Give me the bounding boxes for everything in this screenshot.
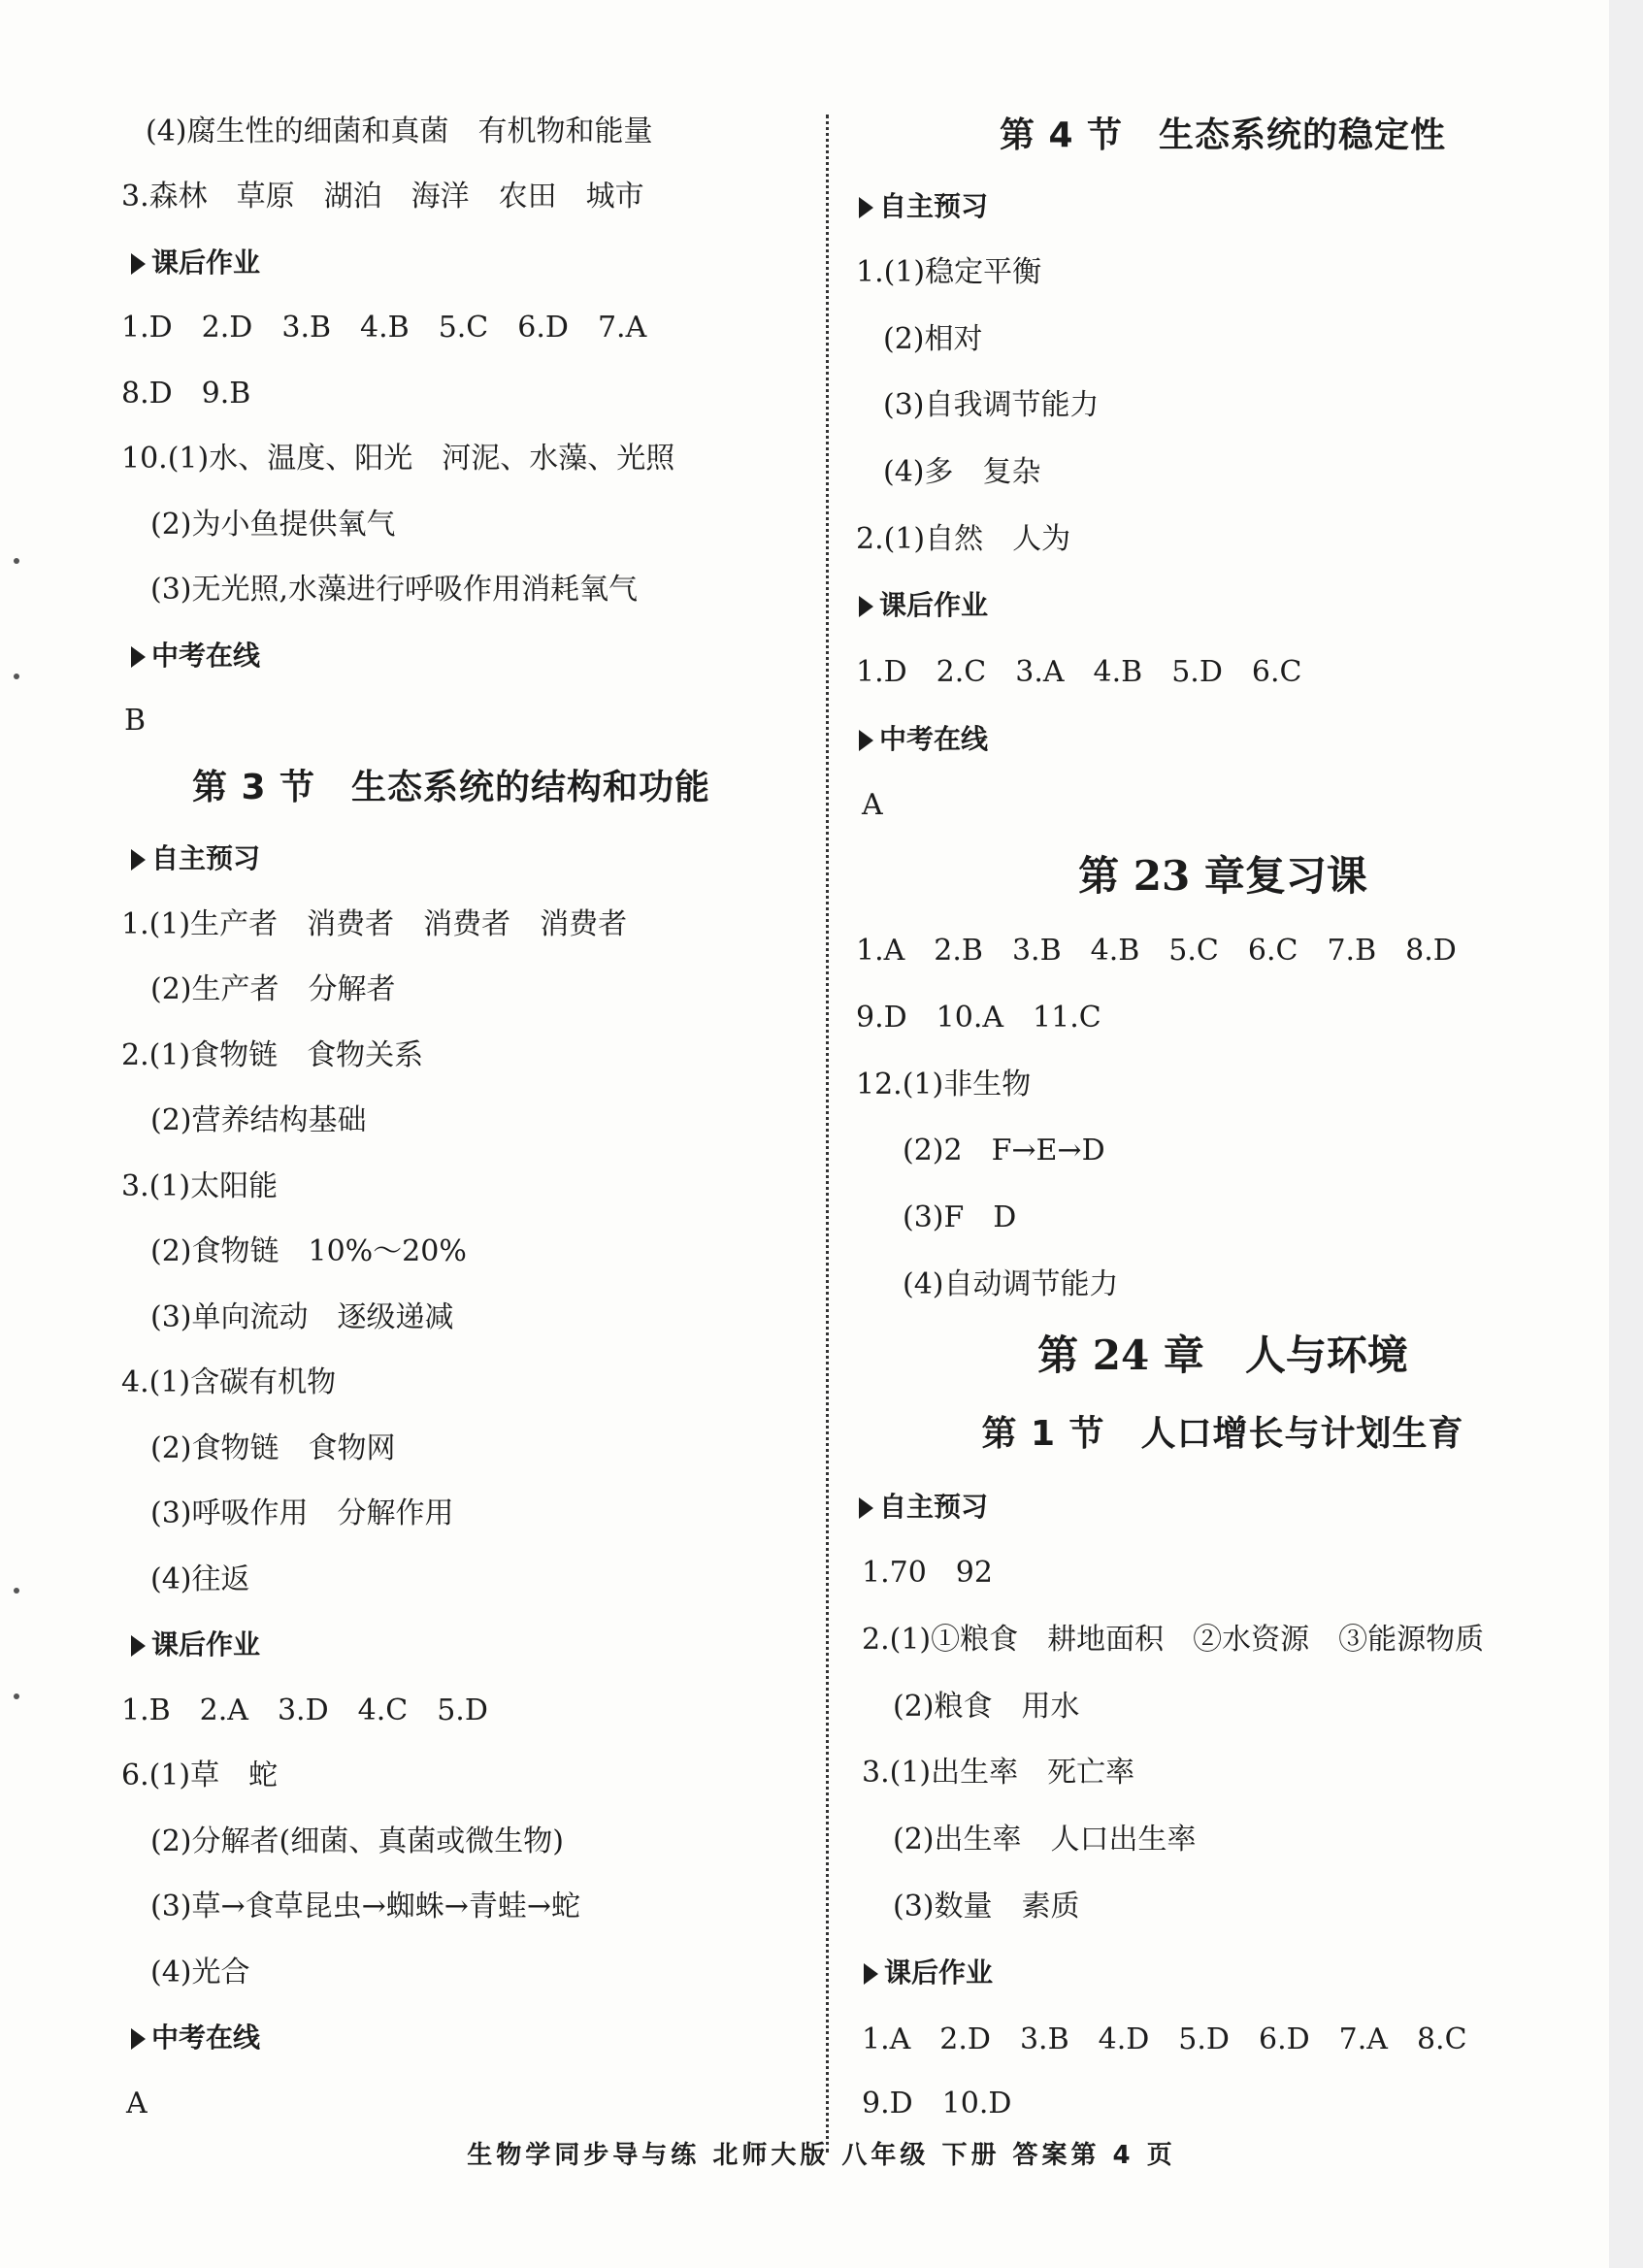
answer-line: 10.(1)水、温度、阳光 河泥、水藻、光照 xyxy=(121,442,675,476)
section-label: 自主预习 xyxy=(131,841,260,876)
triangle-icon xyxy=(131,2028,146,2050)
answer-line: (2)为小鱼提供氧气 xyxy=(150,508,396,542)
margin-mark xyxy=(14,558,19,564)
section-heading: 第 1 节 人口增长与计划生育 xyxy=(981,1414,1464,1454)
triangle-icon xyxy=(131,849,146,871)
answer-line: (2)生产者 分解者 xyxy=(150,972,396,1006)
answer-line: 3.森林 草原 湖泊 海洋 农田 城市 xyxy=(121,180,644,214)
section-label: 课后作业 xyxy=(859,588,988,623)
section-label: 中考在线 xyxy=(131,2021,260,2055)
answer-line: 1.(1)生产者 消费者 消费者 消费者 xyxy=(121,907,628,941)
answer-line: A xyxy=(126,2087,148,2120)
triangle-icon xyxy=(859,197,873,218)
page-edge-shade xyxy=(1609,0,1643,2268)
section-label: 自主预习 xyxy=(859,1490,988,1525)
answer-line: (4)自动调节能力 xyxy=(903,1267,1119,1301)
column-divider xyxy=(826,115,829,2153)
answer-line: (2)相对 xyxy=(883,322,983,356)
page-footer: 生物学同步导与练 北师大版 八年级 下册 答案第 4 页 xyxy=(467,2141,1176,2170)
answer-line: 3.(1)出生率 死亡率 xyxy=(862,1756,1135,1790)
answer-line: (3)草→食草昆虫→蜘蛛→青蛙→蛇 xyxy=(150,1890,581,1923)
triangle-icon xyxy=(131,646,146,668)
answer-line: 9.D 10.D xyxy=(862,2087,1012,2120)
answer-line: (4)光合 xyxy=(150,1956,250,1989)
answer-line: 3.(1)太阳能 xyxy=(121,1169,279,1203)
section-label: 课后作业 xyxy=(864,1956,993,1990)
answer-line: A xyxy=(862,788,883,822)
answer-line: 1.A 2.D 3.B 4.D 5.D 6.D 7.A 8.C xyxy=(862,2022,1467,2056)
answer-line: (3)单向流动 逐级递减 xyxy=(150,1300,454,1334)
chapter-heading: 第 23 章复习课 xyxy=(1078,852,1367,900)
answer-line: (2)食物链 食物网 xyxy=(150,1431,396,1465)
answer-line: 4.(1)含碳有机物 xyxy=(121,1365,337,1399)
answer-line: (2)分解者(细菌、真菌或微生物) xyxy=(150,1824,564,1858)
answer-line: (2)营养结构基础 xyxy=(150,1103,367,1137)
answer-line: 6.(1)草 蛇 xyxy=(121,1759,279,1792)
answer-line: 9.D 10.A 11.C xyxy=(856,1001,1101,1035)
section-label: 中考在线 xyxy=(859,722,988,757)
section-label: 自主预习 xyxy=(859,189,988,224)
answer-line: 2.(1)食物链 食物关系 xyxy=(121,1038,424,1072)
triangle-icon xyxy=(131,253,146,275)
answer-line: (4)往返 xyxy=(150,1562,250,1596)
answer-line: (2)出生率 人口出生率 xyxy=(893,1823,1197,1857)
answer-line: (2)粮食 用水 xyxy=(893,1690,1080,1724)
section-label: 课后作业 xyxy=(131,1627,260,1662)
answer-line: B xyxy=(124,704,147,738)
answer-line: 1.D 2.C 3.A 4.B 5.D 6.C xyxy=(856,655,1302,689)
triangle-icon xyxy=(864,1963,878,1985)
section-label: 课后作业 xyxy=(131,246,260,280)
answer-line: 1.B 2.A 3.D 4.C 5.D xyxy=(121,1693,488,1727)
triangle-icon xyxy=(859,596,873,617)
answer-line: (2)食物链 10%～20% xyxy=(150,1234,467,1268)
answer-line: (3)自我调节能力 xyxy=(883,388,1100,422)
answer-line: 8.D 9.B xyxy=(121,377,251,411)
answer-line: 1.D 2.D 3.B 4.B 5.C 6.D 7.A xyxy=(121,311,647,345)
answer-line: 2.(1)①粮食 耕地面积 ②水资源 ③能源物质 xyxy=(862,1623,1485,1657)
margin-mark xyxy=(14,1693,19,1699)
answer-line: (3)数量 素质 xyxy=(893,1890,1080,1923)
answer-line: 12.(1)非生物 xyxy=(856,1068,1032,1101)
triangle-icon xyxy=(859,1497,873,1519)
section-heading: 第 4 节 生态系统的稳定性 xyxy=(999,115,1447,155)
answer-line: (4)腐生性的细菌和真菌 有机物和能量 xyxy=(146,115,653,148)
triangle-icon xyxy=(859,730,873,751)
answer-line: 2.(1)自然 人为 xyxy=(856,522,1071,556)
answer-line: 1.70 92 xyxy=(862,1556,993,1590)
answer-line: 1.A 2.B 3.B 4.B 5.C 6.C 7.B 8.D xyxy=(856,934,1457,968)
section-heading: 第 3 节 生态系统的结构和功能 xyxy=(191,768,711,807)
margin-mark xyxy=(14,1588,19,1594)
answer-line: 1.(1)稳定平衡 xyxy=(856,255,1042,289)
triangle-icon xyxy=(131,1635,146,1657)
answer-line: (3)呼吸作用 分解作用 xyxy=(150,1496,454,1530)
section-label: 中考在线 xyxy=(131,639,260,674)
chapter-heading: 第 24 章 人与环境 xyxy=(1037,1331,1408,1379)
answer-line: (3)F D xyxy=(903,1200,1017,1234)
margin-mark xyxy=(14,674,19,679)
answer-line: (3)无光照,水藻进行呼吸作用消耗氧气 xyxy=(150,573,639,607)
answer-line: (4)多 复杂 xyxy=(883,455,1041,489)
answer-line: (2)2 F→E→D xyxy=(903,1134,1105,1167)
